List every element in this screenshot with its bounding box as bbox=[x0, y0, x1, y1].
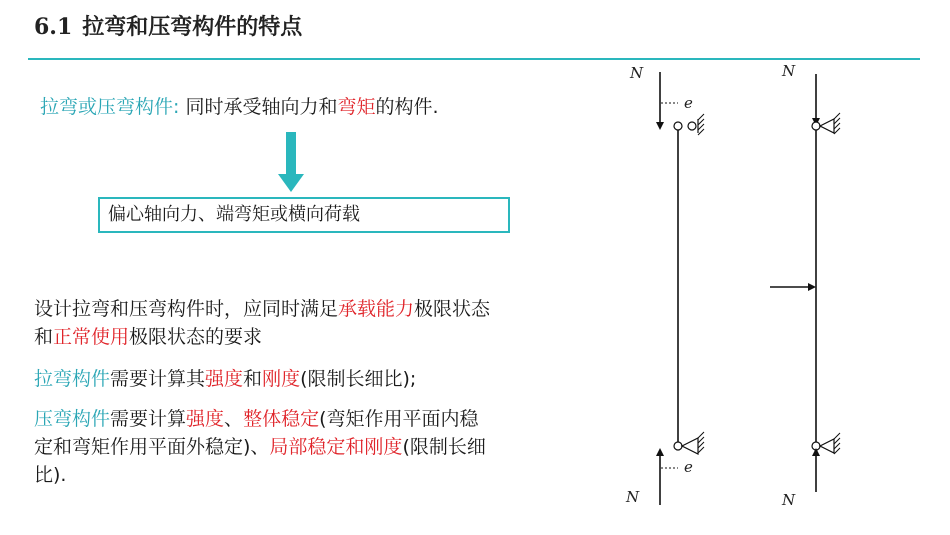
member-diagram bbox=[620, 60, 920, 520]
para3-line1 bbox=[34, 406, 479, 433]
hinge-bottom-left bbox=[682, 438, 698, 454]
para3-highlight-local: 局部稳定和刚度 bbox=[269, 436, 403, 458]
para3-text-a: 需要计算 bbox=[110, 408, 187, 430]
definition-body-before: 同时承受轴向力和 bbox=[185, 96, 338, 118]
para2-line bbox=[34, 366, 416, 393]
axial-force-label-top-right: N bbox=[782, 62, 796, 80]
para2-highlight-stiffness: 刚度 bbox=[262, 368, 301, 390]
axial-force-label-bottom-left: N bbox=[626, 488, 640, 506]
roller-top-left bbox=[688, 122, 696, 130]
para3-text-d: 定和弯矩作用平面外稳定)、 bbox=[34, 436, 270, 458]
eccentricity-label-top: e bbox=[684, 94, 693, 112]
para1-highlight-capacity: 承载能力 bbox=[338, 298, 415, 320]
slide-title bbox=[34, 10, 302, 41]
para2-highlight-strength: 强度 bbox=[205, 368, 244, 390]
para3-line3 bbox=[34, 462, 66, 489]
section-title: 拉弯和压弯构件的特点 bbox=[82, 14, 303, 40]
definition-highlight: 弯矩 bbox=[337, 96, 376, 118]
para2-text-c: (限制长细比); bbox=[300, 368, 417, 390]
eccentricity-label-bottom: e bbox=[684, 458, 693, 476]
para3-text-c: (弯矩作用平面内稳 bbox=[319, 408, 479, 430]
para1-text-a: 设计拉弯和压弯构件时，应同时满足 bbox=[34, 298, 339, 320]
para3-text-b: 、 bbox=[224, 408, 244, 430]
hinge-top-right bbox=[820, 119, 834, 133]
transverse-load-member bbox=[770, 62, 840, 509]
support-hatch-top-right bbox=[834, 113, 840, 134]
eccentric-load-member bbox=[625, 64, 704, 506]
para2-term: 拉弯构件 bbox=[34, 368, 111, 390]
para3-highlight-strength: 强度 bbox=[186, 408, 225, 430]
para3-term: 压弯构件 bbox=[34, 408, 111, 430]
axial-force-label-top-left: N bbox=[630, 64, 644, 82]
section-number: 6.1 bbox=[34, 14, 73, 40]
para1-text-d: 极限状态的要求 bbox=[129, 326, 263, 348]
para1-line2 bbox=[34, 324, 262, 351]
para3-highlight-stability: 整体稳定 bbox=[243, 408, 320, 430]
definition-body-after: 的构件. bbox=[375, 96, 439, 118]
load-types-text: 偏心轴向力、端弯矩或横向荷载 bbox=[108, 204, 360, 225]
load-types-box bbox=[98, 197, 510, 233]
hinge-bottom-right bbox=[820, 439, 834, 453]
axial-force-label-bottom-right: N bbox=[782, 491, 796, 509]
definition-line bbox=[40, 94, 439, 121]
para2-text-a: 需要计算其 bbox=[110, 368, 206, 390]
para3-text-e: (限制长细 bbox=[402, 436, 486, 458]
para1-line1 bbox=[34, 296, 490, 323]
pin-support-top-left bbox=[674, 122, 682, 130]
definition-term: 拉弯或压弯构件: bbox=[40, 96, 180, 118]
para3-line2 bbox=[34, 434, 486, 461]
support-hatch-top-left bbox=[698, 114, 704, 135]
para1-text-b: 极限状态 bbox=[414, 298, 491, 320]
support-hatch-bottom-right bbox=[834, 433, 840, 454]
para2-text-b: 和 bbox=[243, 368, 263, 390]
down-arrow-icon bbox=[278, 132, 304, 192]
para3-text-f: 比). bbox=[34, 464, 67, 486]
para1-text-c: 和 bbox=[34, 326, 54, 348]
para1-highlight-service: 正常使用 bbox=[53, 326, 130, 348]
support-hatch-bottom-left bbox=[698, 432, 704, 453]
